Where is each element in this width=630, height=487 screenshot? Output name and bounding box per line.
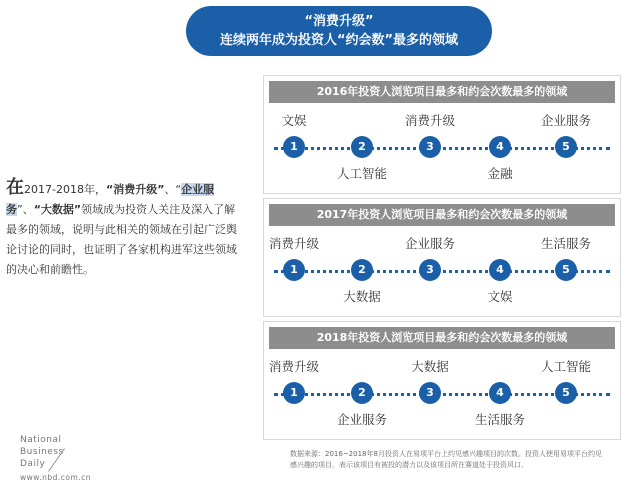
intro-seg-4: 企业服务 <box>6 183 215 216</box>
brand-url: www.nbd.com.cn <box>20 473 92 482</box>
sector-label: 生活服务 <box>540 236 592 251</box>
panel-title: 2017年投资人浏览项目最多和约会次数最多的领域 <box>269 204 615 226</box>
intro-paragraph <box>6 178 246 280</box>
rank-circle: 3 <box>419 259 441 281</box>
intro-seg-1: 2017-2018年， <box>24 183 106 196</box>
brand-line-2: Business <box>20 447 64 457</box>
rank-circle: 1 <box>283 136 305 158</box>
sector-label: 企业服务 <box>336 412 388 427</box>
sector-label: 文娱 <box>281 113 307 128</box>
sector-label: 金融 <box>487 166 513 181</box>
rank-circle: 5 <box>555 136 577 158</box>
intro-seg-5: ”、 <box>17 203 34 216</box>
rank-circle: 2 <box>351 382 373 404</box>
sector-label: 文娱 <box>487 289 513 304</box>
rank-circle: 2 <box>351 136 373 158</box>
intro-seg-7: 领域成为投资人关注及深入了解最多的领域，说明与此相关的领域在引起广泛舆论讨论的同时，也证明了各家机构进军这些领域的决心和前瞻性。 <box>6 203 237 276</box>
intro-seg-3: 、“ <box>164 183 182 196</box>
timeline <box>264 226 620 316</box>
intro-seg-2: “消费升级” <box>105 183 165 196</box>
rank-circle: 4 <box>489 136 511 158</box>
sector-label: 生活服务 <box>474 412 526 427</box>
rank-circle: 3 <box>419 382 441 404</box>
sector-label: 人工智能 <box>336 166 388 181</box>
panel-title: 2016年投资人浏览项目最多和约会次数最多的领域 <box>269 81 615 103</box>
rank-circle: 1 <box>283 259 305 281</box>
year-panel-2 <box>263 198 621 317</box>
sector-label: 大数据 <box>343 289 381 304</box>
sector-label: 企业服务 <box>540 113 592 128</box>
rank-circle: 4 <box>489 259 511 281</box>
rank-circle: 2 <box>351 259 373 281</box>
sector-label: 大数据 <box>411 359 449 374</box>
banner-line-2: 连续两年成为投资人“约会数”最多的领域 <box>219 32 459 48</box>
source-note: 数据来源：2016~2018年8月投资人在易项平台上约见感兴趣项目的次数。投资人使用易项平台约见感兴趣的项目，表示该项目有被投的潜力以及该项目所在赛道处于投资风口。 <box>290 450 602 469</box>
title-banner <box>186 6 492 56</box>
sector-label: 消费升级 <box>268 359 320 374</box>
year-panel-1 <box>263 75 621 194</box>
timeline <box>264 349 620 439</box>
timeline <box>264 103 620 193</box>
sector-label: 企业服务 <box>404 236 456 251</box>
intro-seg-6: “大数据” <box>33 203 82 216</box>
rank-circle: 5 <box>555 382 577 404</box>
banner-line-1: “消费升级” <box>304 13 374 29</box>
rank-circle: 4 <box>489 382 511 404</box>
intro-first-char: 在 <box>6 177 24 198</box>
sector-label: 消费升级 <box>268 236 320 251</box>
sector-label: 消费升级 <box>404 113 456 128</box>
rank-circle: 5 <box>555 259 577 281</box>
rank-circle: 3 <box>419 136 441 158</box>
brand-line-3: Daily <box>20 459 46 469</box>
sector-label: 人工智能 <box>540 359 592 374</box>
brand-line-1: National <box>20 435 62 445</box>
year-panel-3 <box>263 321 621 440</box>
panel-title: 2018年投资人浏览项目最多和约会次数最多的领域 <box>269 327 615 349</box>
rank-circle: 1 <box>283 382 305 404</box>
